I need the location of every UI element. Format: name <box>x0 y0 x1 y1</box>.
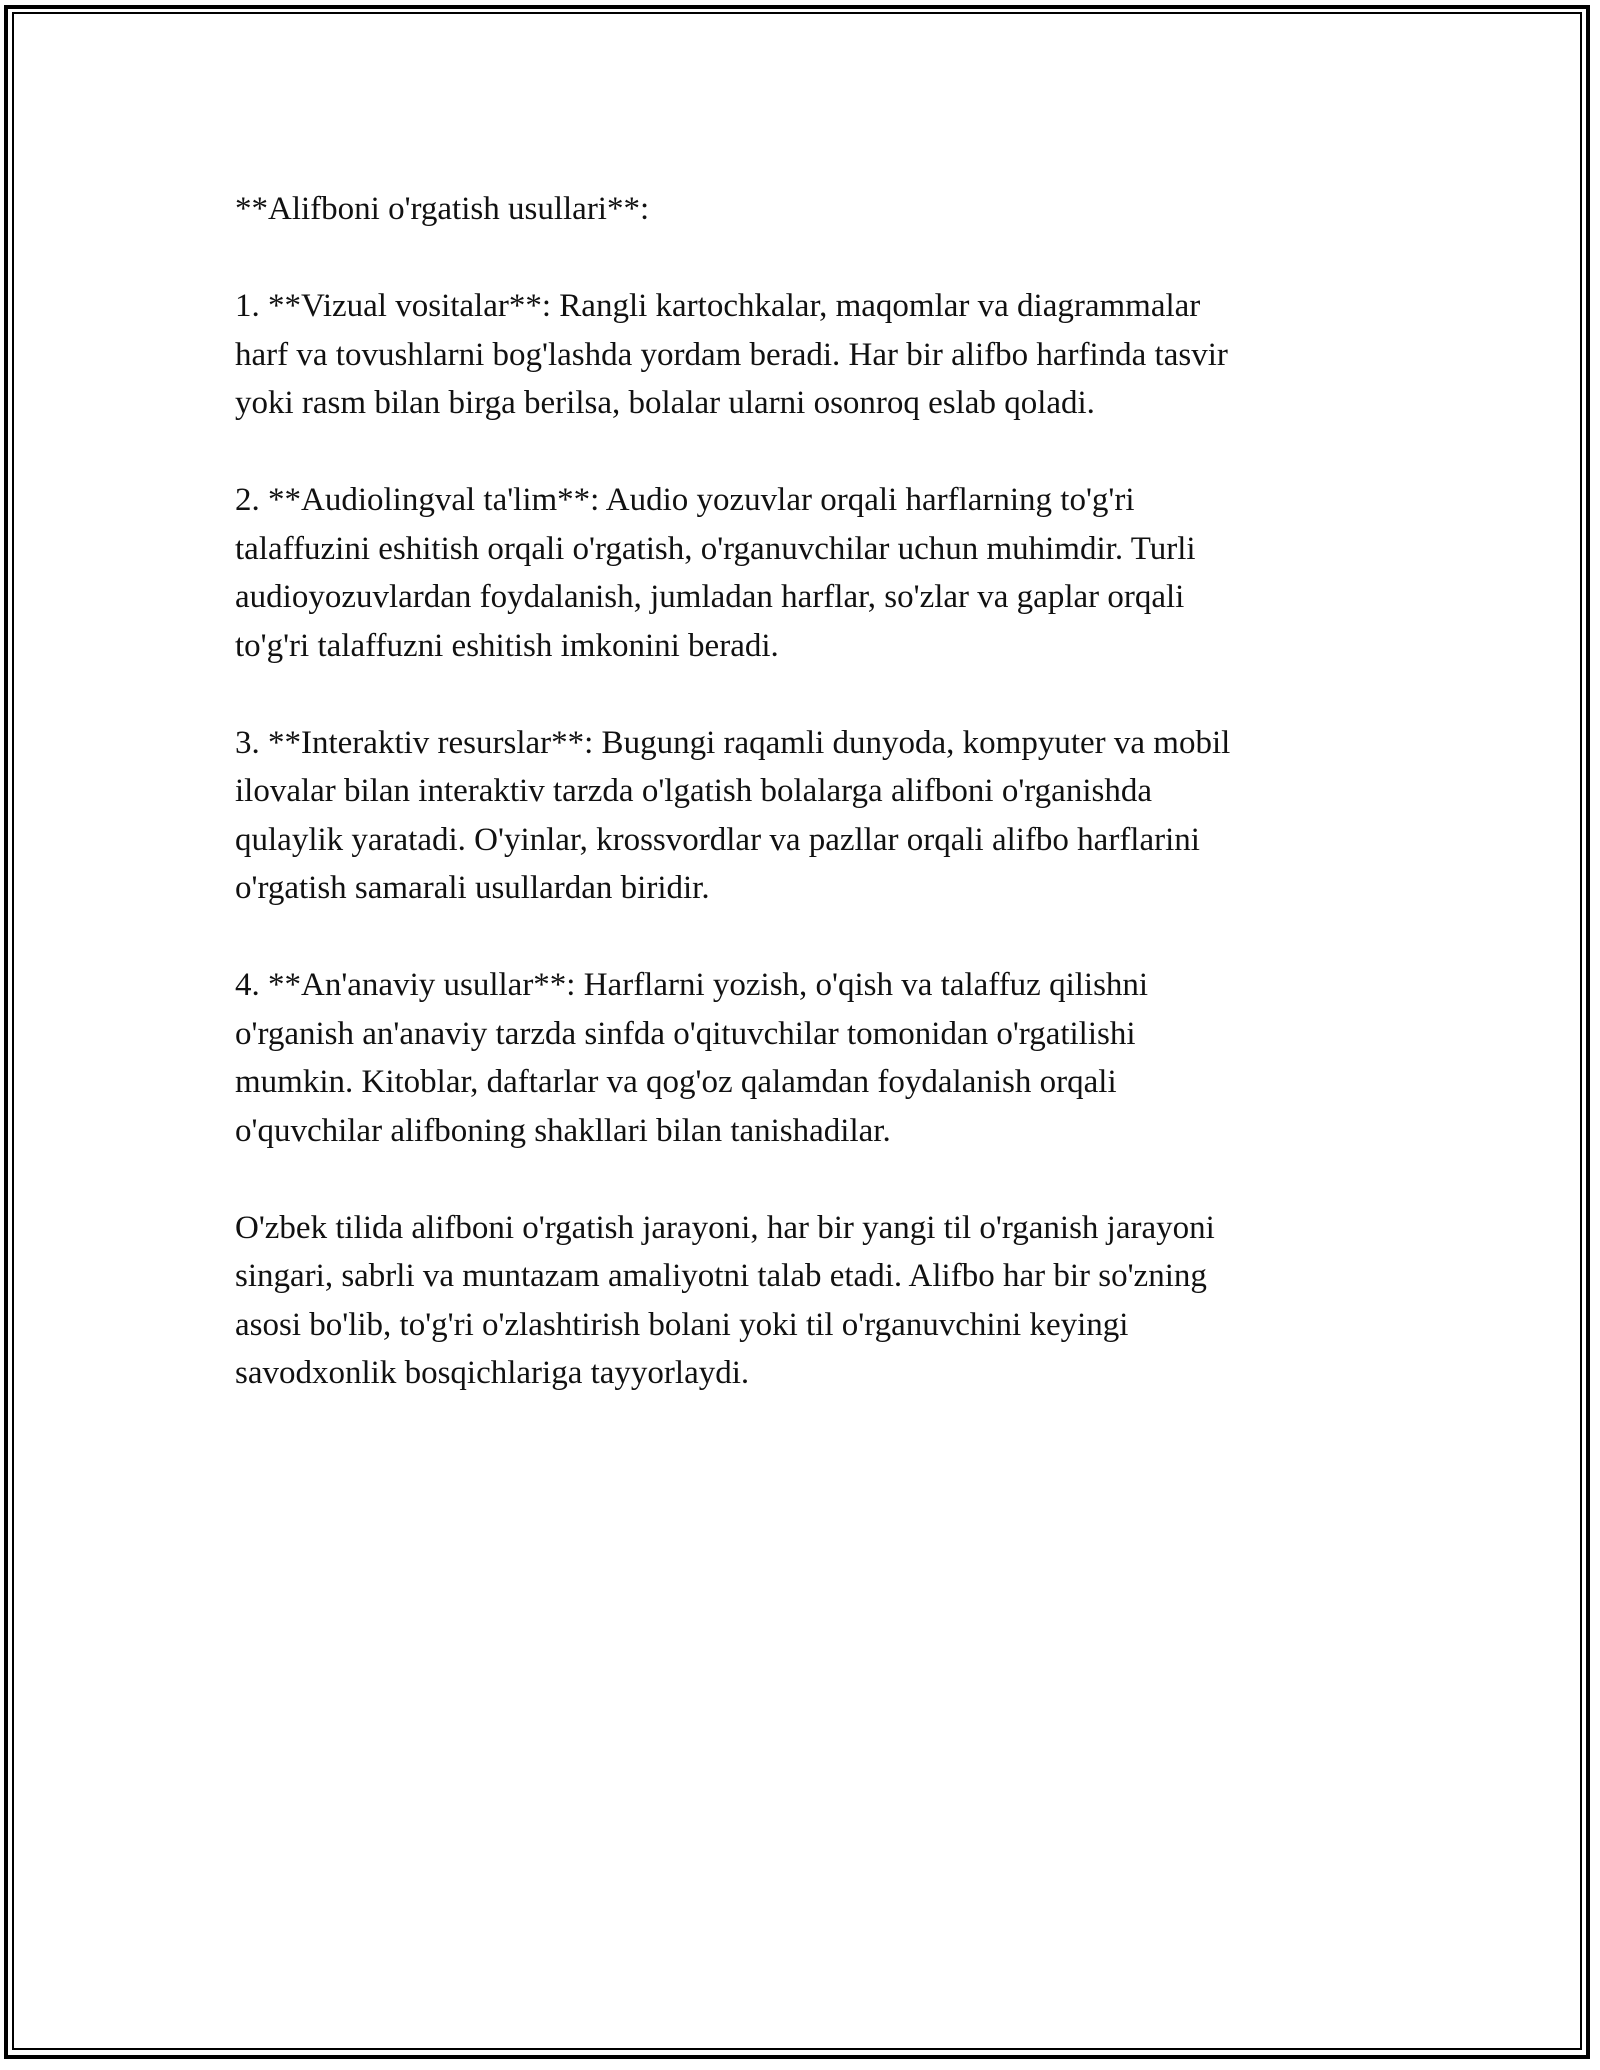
paragraph-interactive-resources: 3. **Interaktiv resurslar**: Bugungi raqamli dunyoda, kompyuter va mobil ilovalar bilan interaktiv tarzda o'lgatish bolalarga alifboni o'rganishda qulaylik yaratadi. O'yinlar, krossvordlar va pazllar orqali alifbo harflarini o'rgatish samarali usullardan biridir. <box>235 724 1231 906</box>
paragraph-conclusion: O'zbek tilida alifboni o'rgatish jarayoni, har bir yangi til o'rganish jarayoni singari, sabrli va muntazam amaliyotni talab etadi. Alifbo har bir so'zning asosi bo'lib, to'g'ri o'zlashtirish bolani yoki til o'rganuvchini keyingi savodxonlik bosqichlariga tayyorlaydi. <box>235 1209 1215 1391</box>
paragraph-audiolingual: 2. **Audiolingval ta'lim**: Audio yozuvlar orqali harflarning to'g'ri talaffuzini eshitish orqali o'rgatish, o'rganuvchilar uchun muhimdir. Turli audioyozuvlardan foydalanish, jumladan harflar, so'zlar va gaplar orqali to'g'ri talaffuzni eshitish imkonini beradi. <box>235 482 1196 664</box>
paragraph-visual-tools: 1. **Vizual vositalar**: Rangli kartochkalar, maqomlar va diagrammalar harf va tovushlarni bog'lashda yordam beradi. Har bir alifbo harfinda tasvir yoki rasm bilan birga berilsa, bolalar ularni osonroq eslab qoladi. <box>235 288 1228 421</box>
document-body <box>235 185 1365 1446</box>
document-heading: **Alifboni o'rgatish usullari**: <box>235 191 650 227</box>
paragraph-traditional-methods: 4. **An'anaviy usullar**: Harflarni yozish, o'qish va talaffuz qilishni o'rganish an'anaviy tarzda sinfda o'qituvchilar tomonidan o'rgatilishi mumkin. Kitoblar, daftarlar va qog'oz qalamdan foydalanish orqali o'quvchilar alifboning shakllari bilan tanishadilar. <box>235 967 1149 1149</box>
